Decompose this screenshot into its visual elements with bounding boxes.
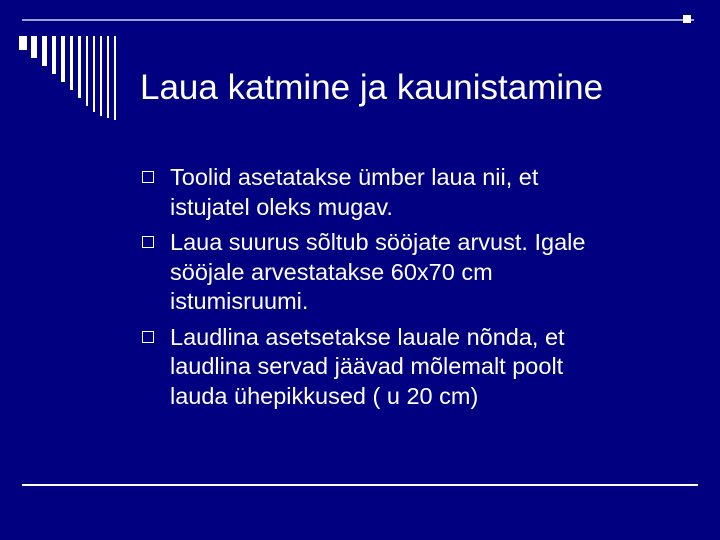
bullet-line: lauda ühepikkused ( u 20 cm) [170,382,479,409]
vertical-bars [19,36,116,120]
bullet-line: istujatel oleks mugav. [170,193,393,220]
bullet-list [140,163,700,417]
hollow-square-icon [142,331,154,343]
bullet-line: istumisruumi. [170,288,309,314]
hollow-square-icon [142,236,154,248]
bullet-line: laudlina servad jäävad mõlemalt poolt [170,353,564,379]
bullet-item [140,163,700,222]
bullet-line: Toolid asetatakse ümber laua nii, et [170,164,539,190]
slide-title: Laua katmine ja kaunistamine [140,68,604,107]
bullet-line: Laudlina asetsetakse lauale nõnda, et [170,323,565,350]
bullet-item [140,323,700,412]
corner-square [683,15,691,23]
bullet-line: Laua suurus sõltub sööjate arvust. Igale [170,229,586,255]
bullet-line: sööjale arvestatakse 60x70 cm [170,258,493,285]
hollow-square-icon [142,171,154,183]
bullet-item [140,228,700,317]
